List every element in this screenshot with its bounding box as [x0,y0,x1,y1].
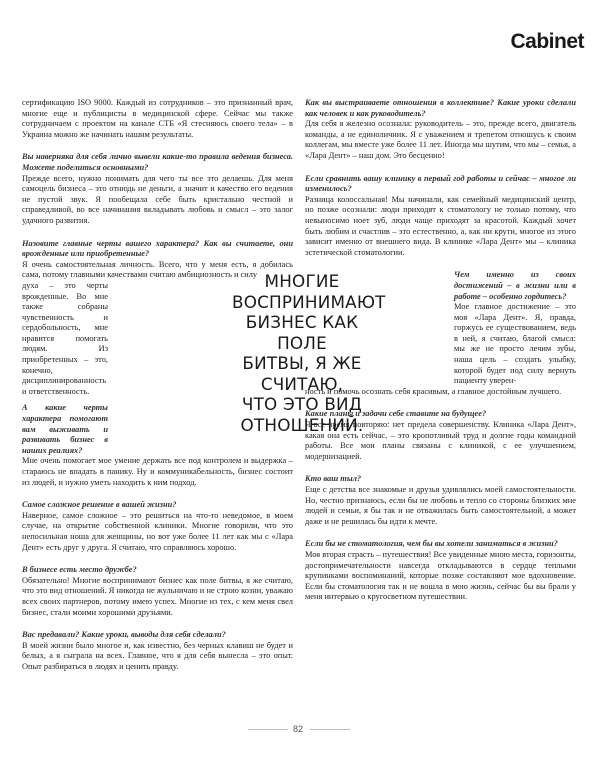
answer: Для себя я железно осознала: руководитель – это, прежде всего, двигатель команды, а не единоличник. Я с уважением и трепетом отношусь к своим коллегам, мы вместе уже более 11 лет. Иногда мы шутим, что мы – семья, а «Лара Дент» – наш дом. Это бесценно! [305,119,576,160]
answer: Прежде всего, нужно понимать для чего ты все это делаешь. Для меня самоцель бизнеса – это отнюдь не деньги, а значит и качество его ведения не пустой звук. Я пообещала себе быть кристально честной и справедливой, во все начинания вкладывать любовь и смысл – это залог удачного развития. [22,173,293,225]
question: А какие черты характера помогают вам выживать и развивать бизнес в наших реалиях? [22,403,108,455]
pull-quote-line: БИТВЫ, Я ЖЕ СЧИТАЮ, [242,353,362,394]
question: Самое сложное решение в вашей жизни? [22,500,177,510]
footer-rule-right [310,729,350,730]
question: Чем именно из своих достижений – в жизни или в работе – особенно гордитесь? [454,270,576,301]
answer: Я все время повторяю: нет предела совершенству. Клиника «Лара Дент», какая она есть сейчас, – это кропотливый труд и долгие годы командной работы. Все мои планы связаны с клиникой, с ее улучшением, модернизацией. [305,420,576,461]
pull-quote-line: ЧТО ЭТО ВИД [241,394,363,414]
answer: Я очень самостоятельная личность. Всего, что у меня есть, я добилась сама, потому главными качествами считаю амбициозность и силу [22,259,293,280]
question: Как вы выстраиваете отношения в коллективе? Какие уроки сделали как человек и как руководитель? [305,98,576,118]
answer: Еще с детства все знакомые и друзья удивлялись моей самостоятельности. Но, честно признаюсь, если бы не любовь и тепло со стороны близких мне людей и семьи, я бы так и не отважилась быть самостоятельной, а может даже и не решилась бы идти к мечте. [305,485,576,526]
pull-quote-line: ВОСПРИНИМАЮТ [232,291,386,312]
question: Какие планы и задачи себе ставите на будущее? [305,409,487,419]
answer: Моя вторая страсть – путешествия! Все увиденные мною места, горизонты, достопримечательности навсегда откладываются в сердце теплыми крупинками воспоминаний, которые позже составляют мое вдохновение. Если бы стоматология так и не вошла в мою жизнь, сейчас бы вы брали у меня интервью о кругосветном путешествии. [305,549,577,602]
pull-quote-line: БИЗНЕС КАК ПОЛЕ [245,312,359,353]
answer-wrapped: Мое главное достижение – это моя «Лара Дент». Я, правда, горжусь ее существованием, ведь в ней, я считаю, благой смысл: мы же не просто лечим зубы, наша цель – создать улыбку, которой будет под силу вернуть пациенту уверен- [454,302,576,386]
question: Вас предавали? Какие уроки, выводы для себя сделали? [22,630,226,640]
answer: В моей жизни было многое и, как известно, без черных клавиш не будет и белых, а я сыграла на всех. Главное, что я для себя вынесла – это опыт. Опыт разбираться в людях и ценить правду. [22,640,293,671]
paragraph: сертификацию ISO 9000. Каждый из сотрудников – это признанный врач, многие еще и публицисты в медицинской сфере. Сейчас мы также сотрудничаем с проектом на канале СТБ «Я стесняюсь своего тела» – в Украина можно же начинать нашим результаты. [22,98,293,139]
question: Вы наверняка для себя лично вывели какие-то правила ведения бизнеса. Можете поделиться основными? [22,152,293,172]
right-column [305,98,576,603]
answer-wrapped: духа – это черты врожденные. Во мне также собраны чувственность и сердобольность, мне нравится помогать людям. Из приобретенных – это, конечно, дисциплинированность и ответственность. [22,280,108,396]
question: В бизнесе есть место дружбе? [22,565,137,575]
answer: ность и помочь осознать себя красивым, а главное достойным лучшего. [305,386,562,396]
answer: Разница колоссальная! Мы начинали, как семейный медицинский центр, но позже осознали: люди приходят к стоматологу не только потому, что невыносимо ноет зуб, люди чаще приходят за красотой. Каждый хочет быть любим и счастлив – это естественно, а, как ни крути, многое из этого зависит именно от внешнего вида. В клинике «Лара Дент» мы – клиника эстетической стоматологии. [305,194,576,257]
pull-quote-line: ОТНОШЕНИЙ. [240,414,364,435]
question: Если сравнить вашу клинику в первый год работы и сейчас – многое ли изменилось? [305,173,576,194]
question: Назовите главные черты вашего характера? Как вы считаете, они врожденные или приобретенные? [22,238,293,259]
magazine-logo: Cabinet [510,30,584,53]
answer: Мне очень помогает мое умение держать все под контролем и выдержка – стараюсь не впадать в панику. Ну и коммуникабельность, бизнес состоит из людей, и нужно уметь находить к ним подход. [22,456,293,487]
question: Кто ваш тыл? [305,474,362,484]
question: Если бы не стоматология, чем бы вы хотели заниматься в жизни? [305,539,558,549]
page-number: 82 [292,724,303,734]
answer: Наверное, самое сложное – это решиться на что-то неведомое, в моем случае, на открытие собственной клиники. Многие говорили, что это непосильная ноша для женщины, но вот уже более 11 лет как мы с «Лара Дент» есть друг у друга. Я считаю, что справляюсь хорошо. [22,510,293,552]
pull-quote-line: МНОГИЕ [264,271,340,291]
answer: Обязательно! Многие воспринимают бизнес как поле битвы, я же считаю, что это вид отношений. Я никогда не жульничаю и не строю козни, уважаю всех своих партнеров, потому имею успех. Многие из тех, с кем меня свел бизнес, стали моими хорошими друзьями. [22,575,293,617]
